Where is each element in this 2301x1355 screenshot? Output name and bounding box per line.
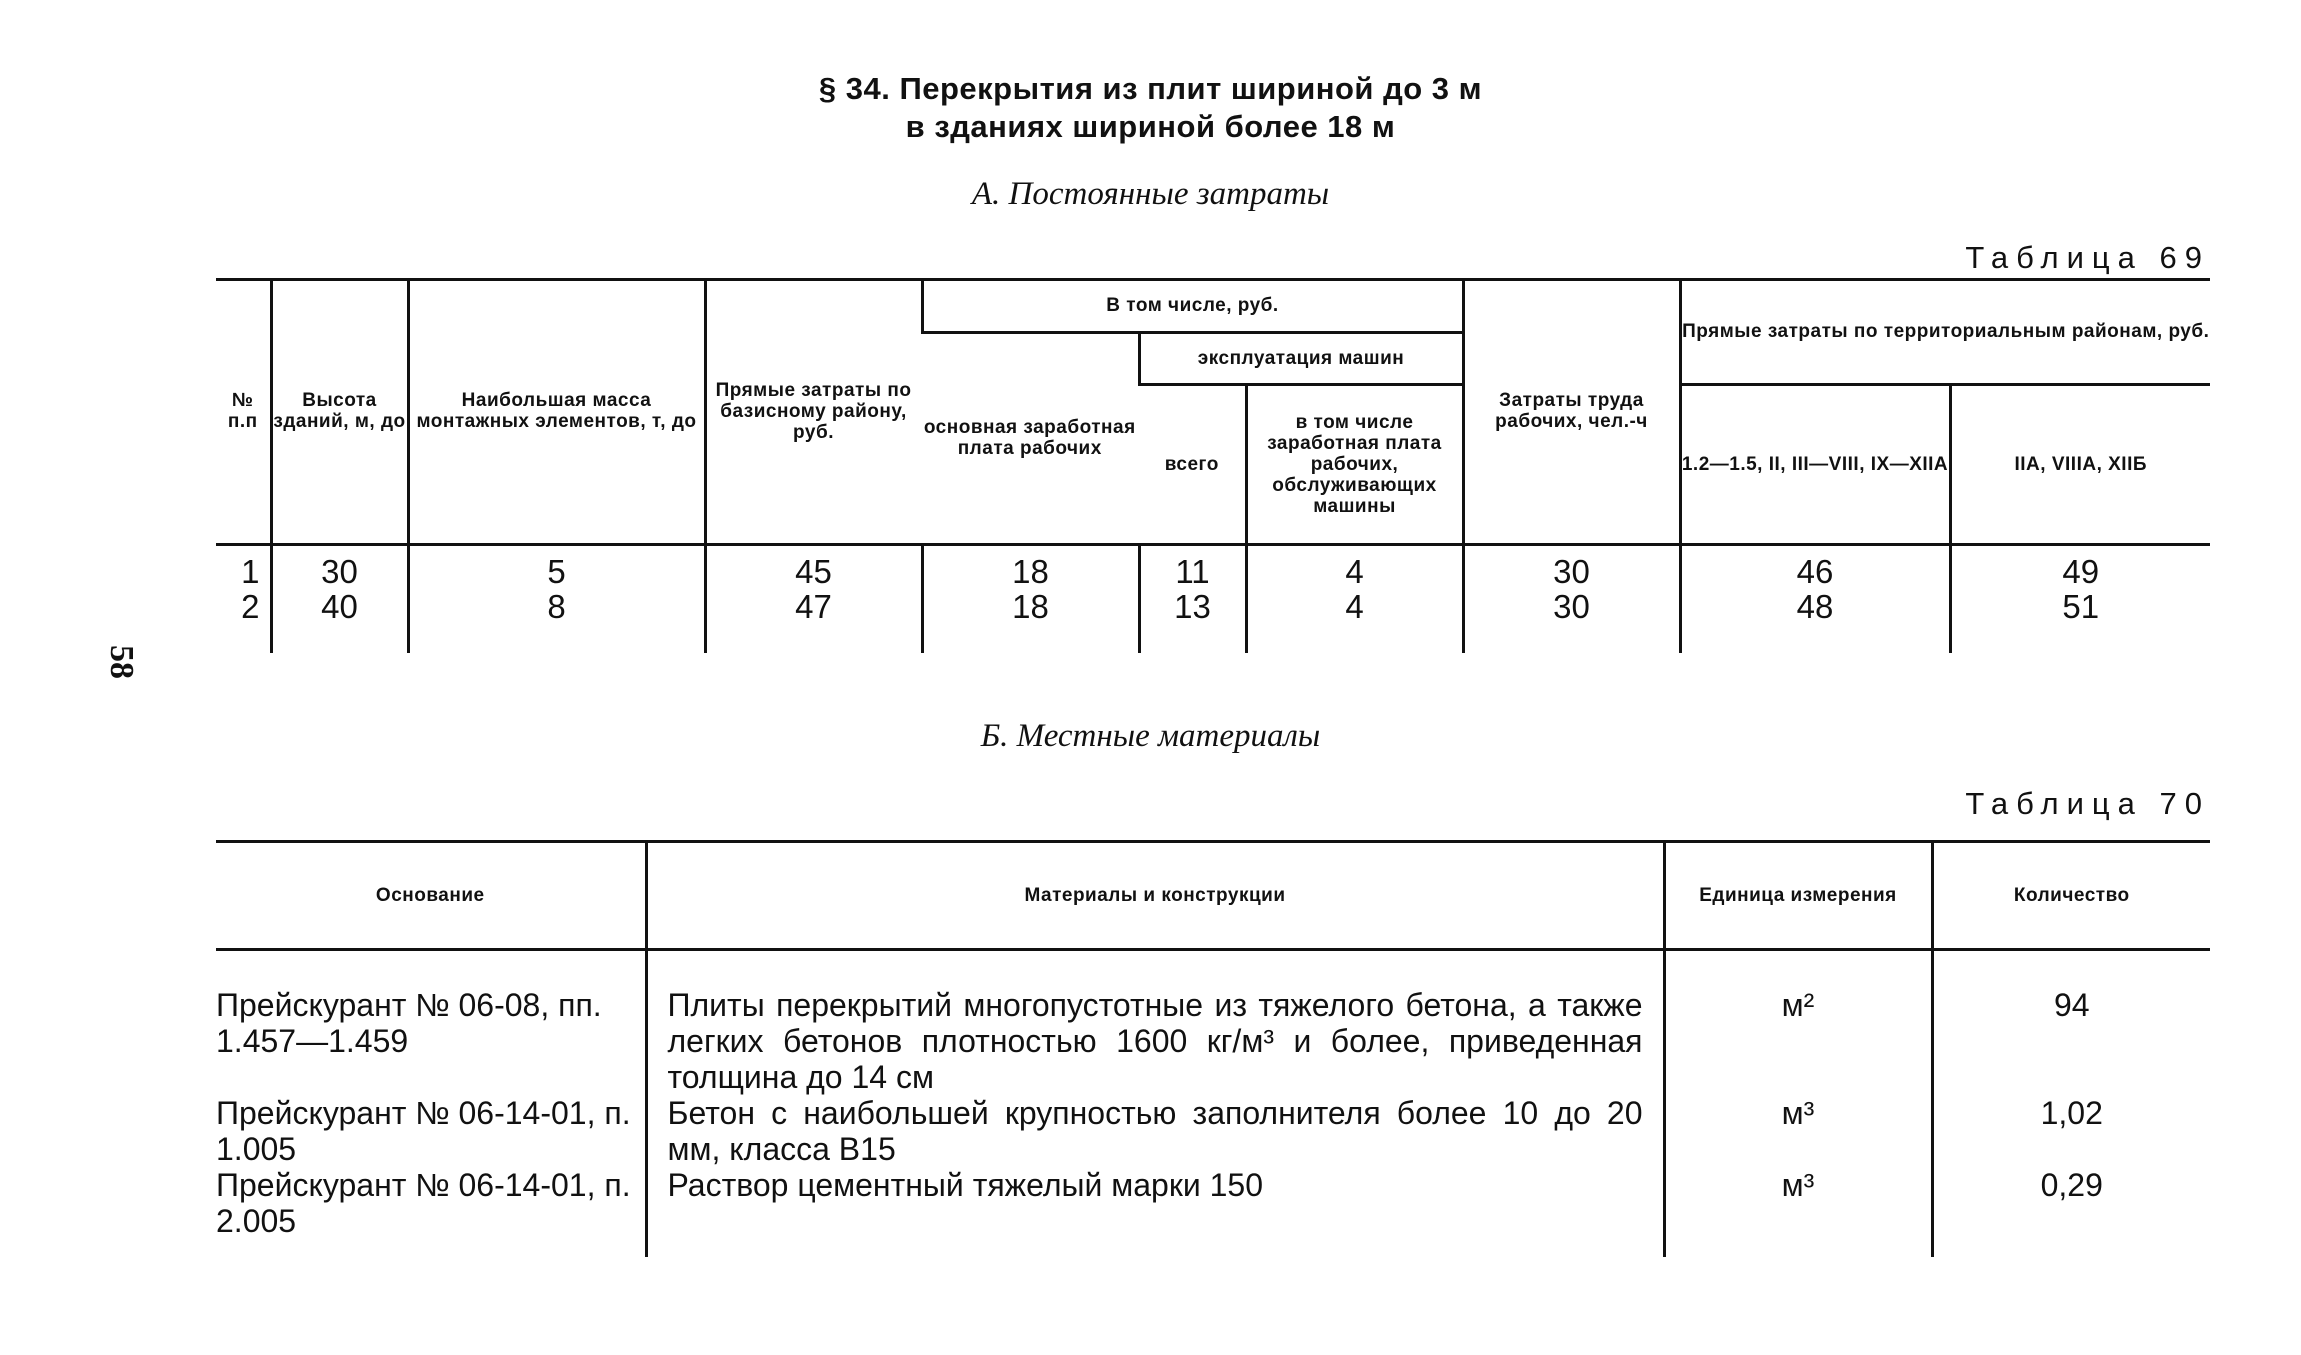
table-row (216, 950, 2210, 1096)
cell-basis: Прейскурант № 06-14-01, п. 2.005 (216, 1167, 631, 1239)
cell-machine-wages: 4 (1246, 544, 1463, 589)
table-row (216, 1167, 2210, 1257)
cell-qty: 1,02 (1932, 1095, 2210, 1167)
section-title-line2: в зданиях шириной более 18 м (905, 109, 1396, 144)
cell-labor: 30 (1463, 589, 1680, 653)
table-69 (216, 280, 2210, 653)
cell-material: Раствор цементный тяжелый марки 150 (646, 1167, 1664, 1257)
col-machine-wages-header: в том числе заработная плата рабочих, обслуживающих машины (1246, 384, 1463, 544)
col-direct-header: Прямые затраты по базисному району, руб. (705, 280, 922, 544)
col-height-header: Высота зданий, м, до (271, 280, 408, 544)
table-70 (216, 842, 2210, 1257)
cell-direct: 47 (705, 589, 922, 653)
cell-unit: м³ (1664, 1167, 1932, 1257)
cell-material: Бетон с наибольшей крупностью заполнителя более 10 до 20 мм, класса В15 (646, 1095, 1664, 1167)
col-wages-header: основная заработная плата рабочих (922, 332, 1139, 544)
table70-label: Таблица 70 (1965, 786, 2210, 821)
section-title-line1: § 34. Перекрытия из плит шириной до 3 м (818, 71, 1483, 106)
col-materials-header: Материалы и конструкции (646, 842, 1664, 950)
cell-total: 11 (1139, 544, 1246, 589)
cell-region2: 49 (1950, 544, 2210, 589)
col-mass-header: Наибольшая масса монтажных элементов, т, до (408, 280, 705, 544)
page-number: 58 (103, 645, 140, 679)
table-row (216, 544, 2210, 589)
col-region1-header: 1.2—1.5, II, III—VIII, IX—XIIA (1680, 384, 1950, 544)
cell-qty: 94 (1932, 950, 2210, 1096)
cell-wages: 18 (922, 589, 1139, 653)
cell-height: 40 (271, 589, 408, 653)
cell-region2: 51 (1950, 589, 2210, 653)
col-labor-header: Затраты труда рабочих, чел.-ч (1463, 280, 1680, 544)
table69-label: Таблица 69 (1965, 240, 2210, 275)
cell-machine-wages: 4 (1246, 589, 1463, 653)
table-row (216, 1095, 2210, 1167)
cell-qty: 0,29 (1932, 1167, 2210, 1257)
cell-region1: 48 (1680, 589, 1950, 653)
cell-direct: 45 (705, 544, 922, 589)
cell-num: 1 (241, 552, 260, 590)
cell-height: 30 (271, 544, 408, 589)
col-qty-header: Количество (1932, 842, 2210, 950)
cell-basis: Прейскурант № 06-14-01, п. 1.005 (216, 1095, 631, 1167)
col-regional-header: Прямые затраты по территориальным районам, руб. (1680, 280, 2210, 384)
cell-material: Плиты перекрытий многопустотные из тяжелого бетона, а также легких бетонов плотностью 1600 кг/м³ и более, приведенная толщина до 14 см (646, 950, 1664, 1096)
col-region2-header: IIA, VIIIA, XIIБ (1950, 384, 2210, 544)
part-b-heading: Б. Местные материалы (980, 718, 1321, 754)
cell-mass: 8 (408, 589, 705, 653)
col-basis-header: Основание (375, 884, 485, 906)
cell-region1: 46 (1680, 544, 1950, 589)
cell-num: 2 (241, 587, 260, 625)
col-num-header: № п.п (216, 280, 271, 544)
col-unit-header: Единица измерения (1664, 842, 1932, 950)
cell-mass: 5 (408, 544, 705, 589)
cell-unit: м³ (1664, 1095, 1932, 1167)
col-machines-header: эксплуатация машин (1139, 332, 1463, 384)
cell-wages: 18 (922, 544, 1139, 589)
cell-basis: Прейскурант № 06-08, пп. 1.457—1.459 (216, 987, 602, 1059)
cell-labor: 30 (1463, 544, 1680, 589)
section-title (0, 70, 2301, 146)
col-total-header: всего (1139, 384, 1246, 544)
part-a-heading: А. Постоянные затраты (971, 176, 1330, 212)
table-row (216, 589, 2210, 653)
col-including-header: В том числе, руб. (922, 280, 1463, 332)
cell-total: 13 (1139, 589, 1246, 653)
cell-unit: м² (1664, 950, 1932, 1096)
